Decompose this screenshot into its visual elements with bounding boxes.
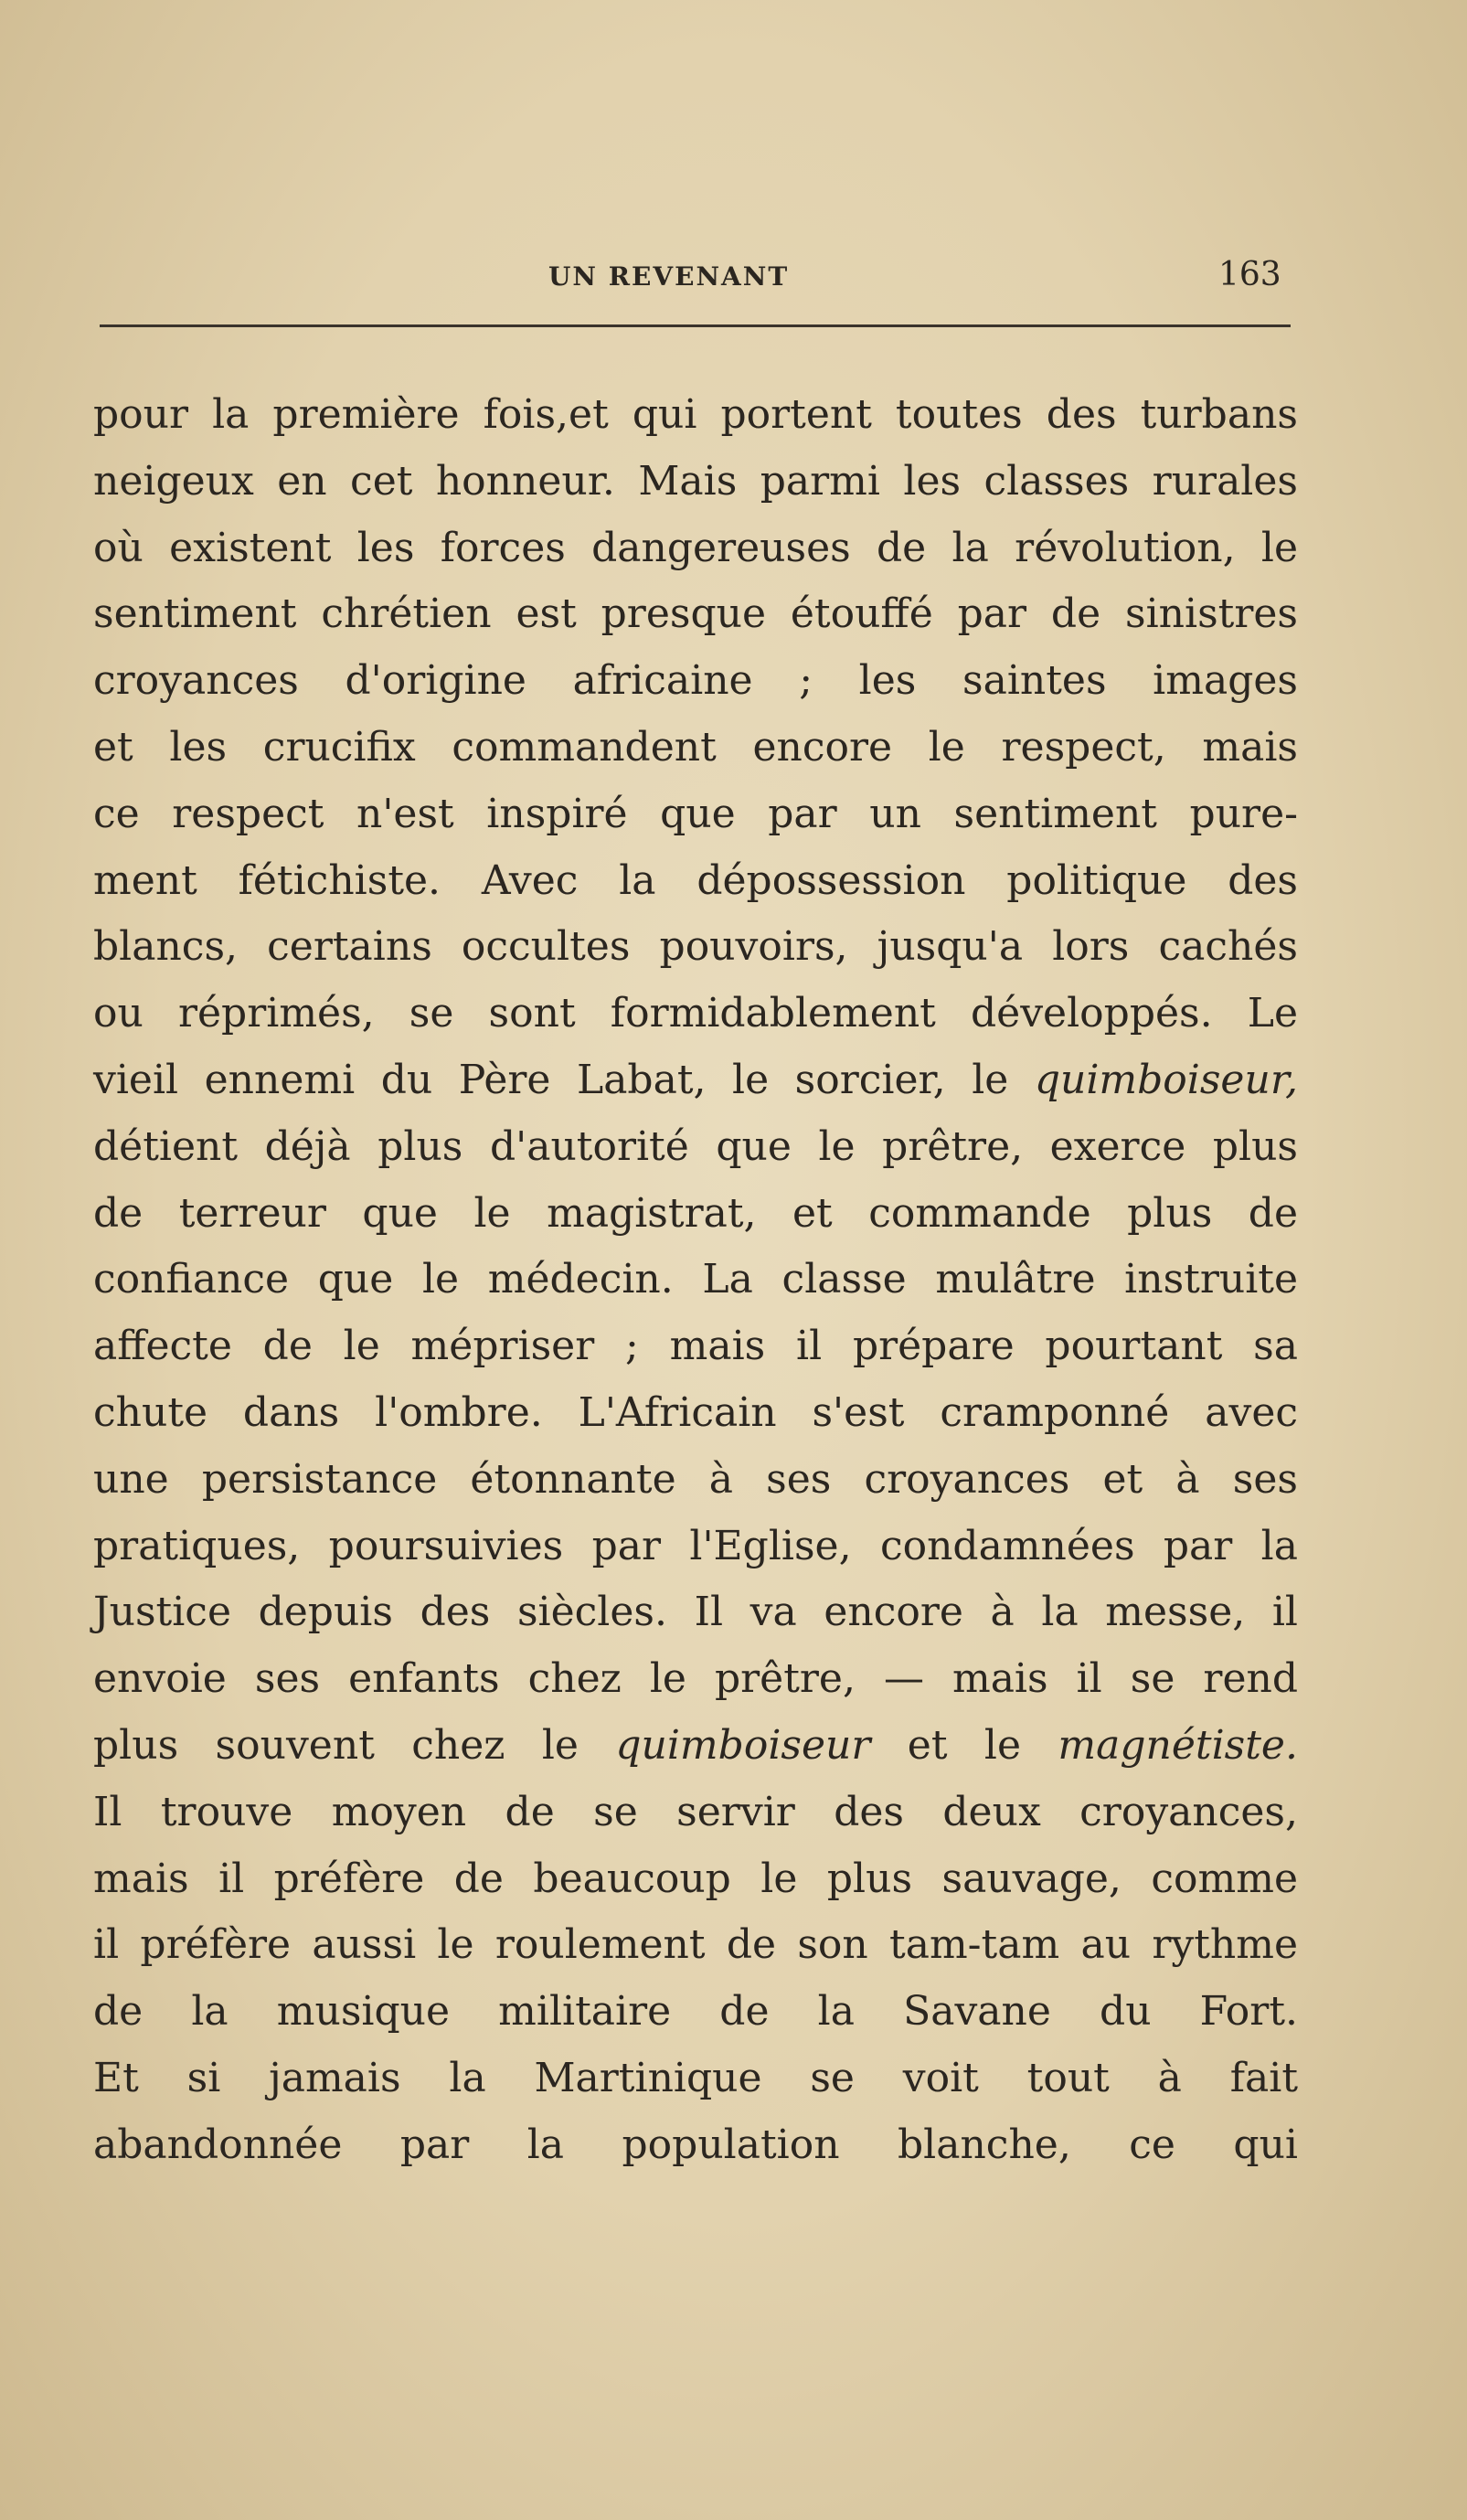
line-text: chute dans l'ombre. L'Africain s'est cramponné avec bbox=[93, 1388, 1298, 1436]
text-line bbox=[93, 1447, 1298, 1514]
text-line bbox=[93, 581, 1298, 648]
line-text: Et si jamais la Martinique se voit tout à fait bbox=[93, 2054, 1298, 2101]
line-text: mais il préfère de beaucoup le plus sauvage, comme bbox=[93, 1855, 1298, 1902]
body-text bbox=[93, 382, 1298, 2179]
line-text: envoie ses enfants chez le prêtre, — mais il se rend bbox=[93, 1655, 1298, 1703]
line-text: une persistance étonnante à ses croyances et à ses bbox=[93, 1455, 1298, 1503]
line-text: abandonnée par la population blanche, ce qui bbox=[93, 2121, 1298, 2168]
running-head bbox=[0, 256, 1467, 302]
text-line bbox=[93, 1247, 1298, 1313]
line-text: ce respect n'est inspiré que par un sentiment pure- bbox=[93, 790, 1298, 837]
text-line bbox=[93, 1047, 1298, 1114]
text-line bbox=[93, 1514, 1298, 1580]
line-text: croyances d'origine africaine ; les saintes images bbox=[93, 657, 1298, 705]
text-line bbox=[93, 981, 1298, 1047]
italic-term: quimboiseur bbox=[615, 1721, 871, 1769]
line-text: et le bbox=[907, 1721, 1022, 1769]
line-text: Justice depuis des siècles. Il va encore à la messe, il bbox=[93, 1589, 1298, 1636]
text-line bbox=[93, 1181, 1298, 1248]
line-text: blancs, certains occultes pouvoirs, jusqu'a lors cachés bbox=[93, 923, 1298, 971]
line-text: neigeux en cet honneur. Mais parmi les classes rurales bbox=[93, 457, 1298, 505]
text-line bbox=[93, 2046, 1298, 2112]
text-line bbox=[93, 2112, 1298, 2179]
text-line bbox=[93, 1780, 1298, 1846]
italic-term: quimboiseur, bbox=[1034, 1056, 1298, 1103]
text-line bbox=[93, 715, 1298, 782]
text-line bbox=[93, 516, 1298, 582]
line-text: pour la première fois,et qui portent toutes des turbans bbox=[93, 391, 1298, 438]
line-text: plus souvent chez le bbox=[93, 1721, 579, 1769]
line-text: il préfère aussi le roulement de son tam-tam au rythme bbox=[93, 1921, 1298, 1969]
line-text: ou réprimés, se sont formidablement développés. Le bbox=[93, 990, 1298, 1037]
line-text: ment fétichiste. Avec la dépossession politique des bbox=[93, 856, 1298, 904]
page-number: 163 bbox=[1218, 256, 1281, 293]
text-line bbox=[93, 1114, 1298, 1181]
line-text: où existent les forces dangereuses de la révolution, le bbox=[93, 524, 1298, 571]
line-text: sentiment chrétien est presque étouffé par de sinistres bbox=[93, 590, 1298, 638]
text-line bbox=[93, 914, 1298, 981]
line-text: affecte de le mépriser ; mais il prépare pourtant sa bbox=[93, 1323, 1298, 1370]
text-line bbox=[93, 1646, 1298, 1713]
running-head-title: UN REVENANT bbox=[548, 261, 790, 292]
line-text: et les crucifix commandent encore le respect, mais bbox=[93, 723, 1298, 771]
text-line bbox=[93, 449, 1298, 516]
line-text: de terreur que le magistrat, et commande plus de bbox=[93, 1189, 1298, 1237]
line-text: de la musique militaire de la Savane du Fort. bbox=[93, 1988, 1298, 2036]
text-line bbox=[93, 1313, 1298, 1380]
text-line bbox=[93, 1846, 1298, 1913]
header-rule bbox=[100, 324, 1291, 327]
text-line bbox=[93, 1579, 1298, 1646]
line-text: Il trouve moyen de se servir des deux croyances, bbox=[93, 1788, 1298, 1835]
text-line bbox=[93, 782, 1298, 848]
text-line bbox=[93, 848, 1298, 915]
text-line bbox=[93, 382, 1298, 449]
text-line bbox=[93, 1380, 1298, 1447]
text-line bbox=[93, 1912, 1298, 1979]
italic-term: magnétiste. bbox=[1058, 1721, 1298, 1769]
text-line bbox=[93, 1713, 1298, 1780]
text-line bbox=[93, 648, 1298, 715]
line-text: détient déjà plus d'autorité que le prêtre, exerce plus bbox=[93, 1122, 1298, 1170]
line-text: confiance que le médecin. La classe mulâtre instruite bbox=[93, 1256, 1298, 1303]
line-text: vieil ennemi du Père Labat, le sorcier, le bbox=[93, 1056, 1009, 1103]
line-text: pratiques, poursuivies par l'Eglise, condamnées par la bbox=[93, 1522, 1298, 1569]
text-line bbox=[93, 1979, 1298, 2046]
